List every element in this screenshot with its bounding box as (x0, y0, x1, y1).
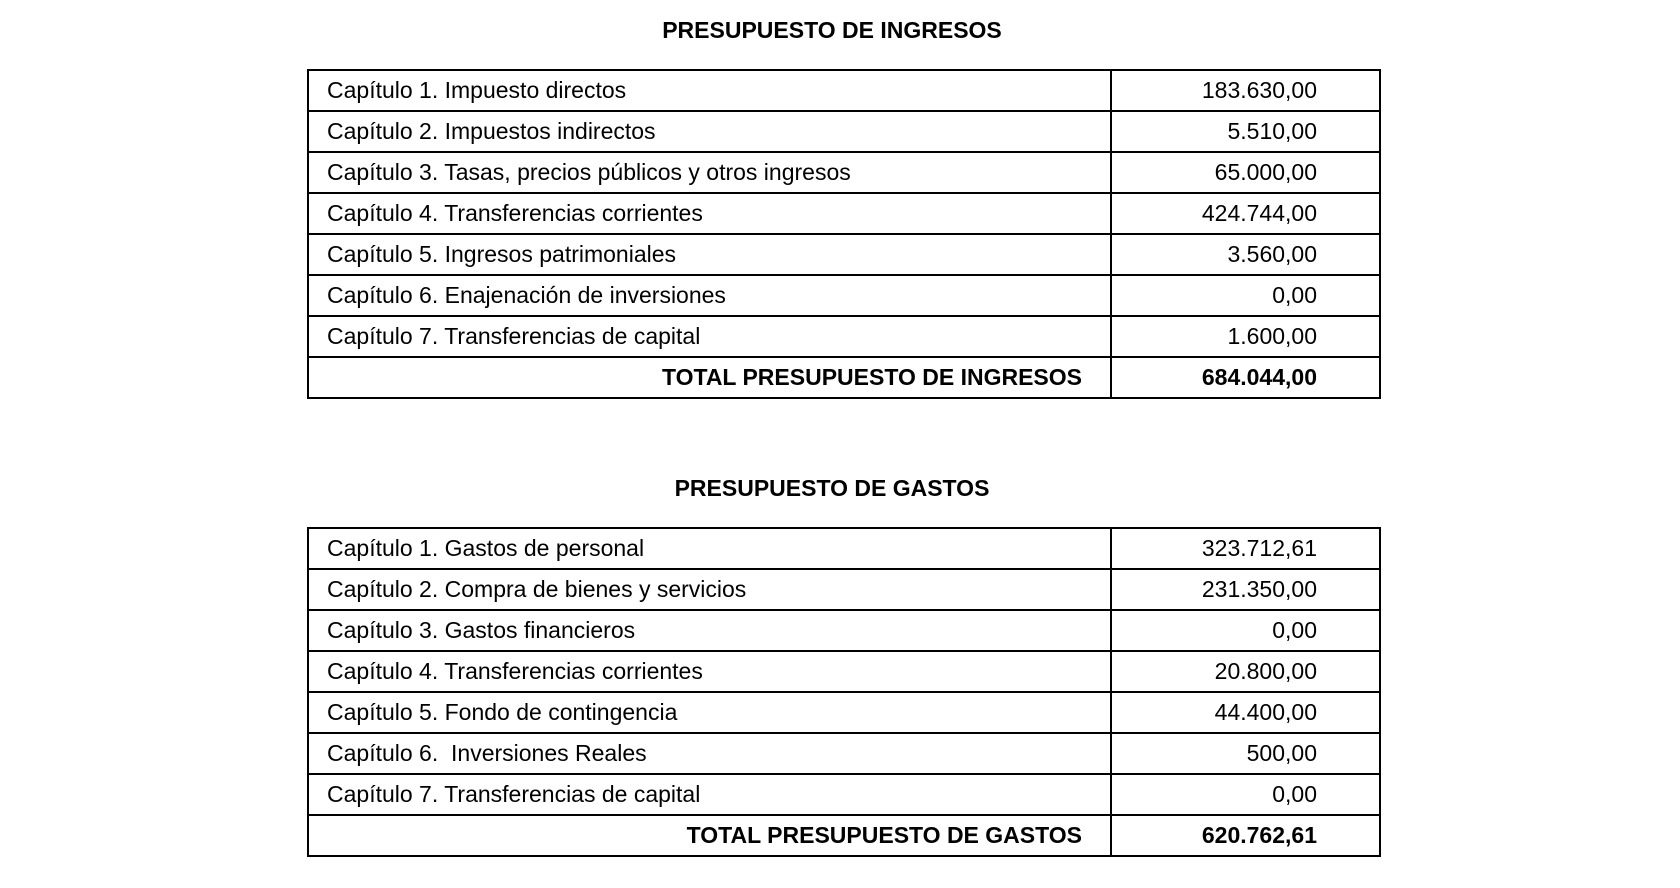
table-row (308, 610, 1380, 651)
row-label: Capítulo 7. Transferencias de capital (308, 774, 1111, 815)
row-label: Capítulo 1. Impuesto directos (308, 70, 1111, 111)
total-row (308, 815, 1380, 856)
table-row (308, 193, 1380, 234)
row-value: 500,00 (1111, 733, 1380, 774)
row-value: 231.350,00 (1111, 569, 1380, 610)
row-label: Capítulo 5. Ingresos patrimoniales (308, 234, 1111, 275)
table-row (308, 774, 1380, 815)
table-row (308, 528, 1380, 569)
table-row (308, 733, 1380, 774)
row-label: Capítulo 7. Transferencias de capital (308, 316, 1111, 357)
table-row (308, 70, 1380, 111)
row-value: 65.000,00 (1111, 152, 1380, 193)
row-label: Capítulo 1. Gastos de personal (308, 528, 1111, 569)
table-row (308, 152, 1380, 193)
row-label: Capítulo 3. Tasas, precios públicos y otros ingresos (308, 152, 1111, 193)
row-label: Capítulo 2. Impuestos indirectos (308, 111, 1111, 152)
row-value: 20.800,00 (1111, 651, 1380, 692)
gastos-title: PRESUPUESTO DE GASTOS (674, 475, 990, 501)
gastos-table (307, 527, 1381, 857)
row-value: 323.712,61 (1111, 528, 1380, 569)
row-value: 44.400,00 (1111, 692, 1380, 733)
table-row (308, 569, 1380, 610)
row-label: Capítulo 5. Fondo de contingencia (308, 692, 1111, 733)
total-value: 620.762,61 (1111, 815, 1380, 856)
table-row (308, 692, 1380, 733)
row-label: Capítulo 4. Transferencias corrientes (308, 193, 1111, 234)
table-row (308, 111, 1380, 152)
row-value: 183.630,00 (1111, 70, 1380, 111)
total-label: TOTAL PRESUPUESTO DE GASTOS (308, 815, 1111, 856)
row-label: Capítulo 6. Inversiones Reales (308, 733, 1111, 774)
row-label: Capítulo 6. Enajenación de inversiones (308, 275, 1111, 316)
row-value: 1.600,00 (1111, 316, 1380, 357)
ingresos-title: PRESUPUESTO DE INGRESOS (662, 17, 1002, 43)
row-value: 5.510,00 (1111, 111, 1380, 152)
row-value: 0,00 (1111, 774, 1380, 815)
row-value: 0,00 (1111, 610, 1380, 651)
row-label: Capítulo 3. Gastos financieros (308, 610, 1111, 651)
row-value: 3.560,00 (1111, 234, 1380, 275)
total-value: 684.044,00 (1111, 357, 1380, 398)
row-value: 0,00 (1111, 275, 1380, 316)
table-row (308, 234, 1380, 275)
row-label: Capítulo 2. Compra de bienes y servicios (308, 569, 1111, 610)
total-label: TOTAL PRESUPUESTO DE INGRESOS (308, 357, 1111, 398)
ingresos-table (307, 69, 1381, 399)
table-row (308, 651, 1380, 692)
row-label: Capítulo 4. Transferencias corrientes (308, 651, 1111, 692)
total-row (308, 357, 1380, 398)
table-row (308, 275, 1380, 316)
row-value: 424.744,00 (1111, 193, 1380, 234)
table-row (308, 316, 1380, 357)
